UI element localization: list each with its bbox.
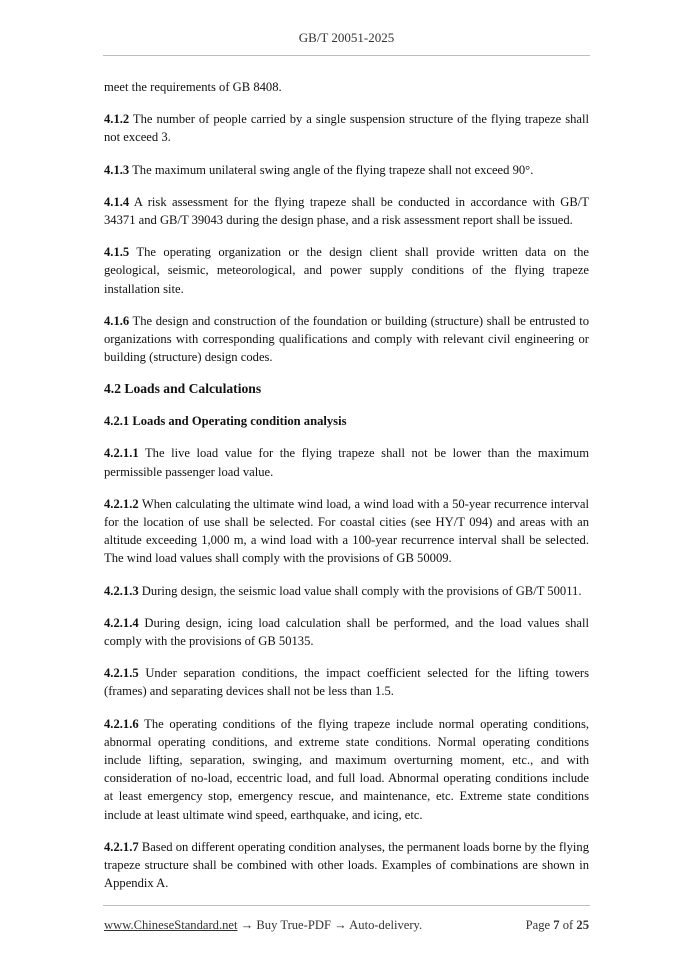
arrow-right-icon: → [240,918,254,932]
clause-text: The operating organization or the design client shall provide written data on the geological, seismic, meteorological, and power supply conditions of the flying trapeze installation site. [104,245,589,296]
clause-text: The design and construction of the foundation or building (structure) shall be entrusted to organizations with corresponding qualifications and comply with relevant civil engineering or building (structure) design codes. [104,313,589,365]
clause-number: 4.2.1.4 [104,615,139,630]
clause-number: 4.2.1.6 [104,716,139,731]
clause-number: 4.2.1.2 [104,496,139,511]
clause-4-1-2 [104,110,589,146]
paragraph-continuation: meet the requirements of GB 8408. [104,80,282,94]
header-doc-id: GB/T 20051-2025 [298,30,395,45]
clause-text: A risk assessment for the flying trapeze shall be conducted in accordance with GB/T 34371 and GB/T 39043 during the design phase, and a risk assessment report shall be issued. [104,194,589,228]
clause-text: During design, the seismic load value shall comply with the provisions of GB/T 50011. [141,583,582,598]
page-current: 7 [553,918,560,932]
page-total: 25 [576,918,589,932]
chinesestandard-link[interactable]: www.ChineseStandard.net [104,918,238,932]
clause-text: The number of people carried by a single suspension structure of the flying trapeze shall not exceed 3. [104,112,589,145]
clause-text: The maximum unilateral swing angle of the flying trapeze shall not exceed 90°. [132,162,534,177]
clause-text: During design, icing load calculation shall be performed, and the load values shall comply with the provisions of GB 50135. [104,615,589,649]
auto-delivery-text: Auto-delivery. [349,918,423,932]
of-word: of [562,918,574,932]
section-heading: 4.2 Loads and Calculations [104,381,262,397]
clause-number: 4.1.2 [104,112,130,127]
clause-4-1-6 [104,312,589,367]
header-divider [103,55,590,56]
clause-number: 4.1.3 [104,162,130,177]
clause-number: 4.2.1.1 [104,446,139,461]
clause-text: When calculating the ultimate wind load, a wind load with a 50-year recurrence interval for the location of use shall be selected. For coastal cities (see HY/T 094) and areas with an altitude exceeding 1,000 m, a wind load with a 100-year recurrence interval shall be selected. The wind load values shall comply with the provisions of GB 50009. [104,496,590,566]
clause-text: The live load value for the flying trapeze shall not be lower than the maximum permissible passenger load value. [104,446,589,479]
clause-4-2-1-7 [104,838,589,893]
buy-pdf-text: Buy True-PDF [256,918,331,932]
arrow-right-icon: → [334,918,347,932]
clause-number: 4.2.1.3 [104,583,139,598]
footer [104,918,589,933]
clause-4-2-1-5 [104,664,589,700]
clause-4-2-1-1 [104,444,589,480]
page-content [104,78,589,907]
clause-text: Based on different operating condition analyses, the permanent loads borne by the flying trapeze structure shall be combined with other loads. Examples of combinations are shown in Appendix A. [104,839,589,891]
clause-4-2-1-3 [104,582,589,600]
clause-4-1-3 [104,161,589,179]
clause-text: Under separation conditions, the impact coefficient selected for the lifting towers (frames) and separating devices shall not be less than 1.5. [104,666,590,699]
clause-text: The operating conditions of the flying trapeze include normal operating conditions, abnormal operating conditions, and extreme state conditions. Normal operating conditions include lifting, separation, swinging, and maximum overturning moment, etc., and with consideration of no-load, eccentric load, and full load. Abnormal operating conditions include at least emergency stop, emergency rescue, and maintenance, etc. Extreme state conditions include at least ultimate wind speed, earthquake, and icing, etc. [104,716,589,822]
clause-number: 4.2.1.7 [104,839,139,854]
subsection-heading: 4.2.1 Loads and Operating condition analysis [104,414,347,429]
clause-number: 4.1.5 [104,245,130,260]
clause-4-2-1-2 [104,495,589,568]
clause-4-2-1-4 [104,614,589,650]
clause-number: 4.2.1.5 [104,666,139,681]
clause-4-1-4 [104,193,589,229]
clause-4-2-1-6 [104,715,589,824]
page-word: Page [525,918,551,932]
clause-number: 4.1.6 [104,313,130,328]
clause-4-1-5 [104,243,589,298]
page-indicator [526,918,589,933]
clause-number: 4.1.4 [104,194,130,209]
footer-divider [103,905,590,906]
